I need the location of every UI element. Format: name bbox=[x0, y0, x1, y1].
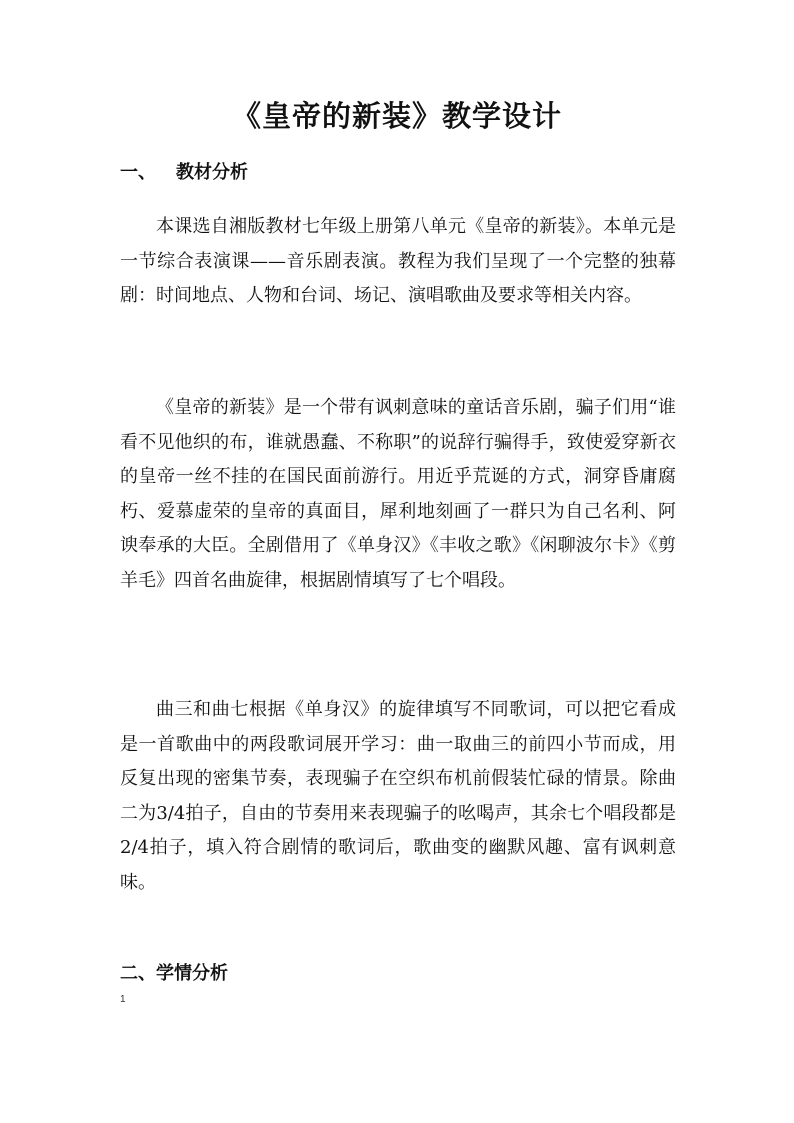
section-heading-learner-analysis: 二、学情分析 bbox=[120, 963, 228, 984]
paragraph-3: 曲三和曲七根据《单身汉》的旋律填写不同歌词，可以把它看成是一首歌曲中的两段歌词展开学习：曲一取曲三的前四小节而成，用反复出现的密集节奏，表现骗子在空织布机前假装忙碌的情景。除曲二为3/4拍子，自由的节奏用来表现骗子的吆喝声，其余七个唱段都是2/4拍子，填入符合剧情的歌词后，歌曲变的幽默风趣、富有讽刺意味。 bbox=[120, 699, 676, 893]
section-heading-textbook-analysis bbox=[120, 160, 248, 186]
page-number: 1 bbox=[120, 994, 126, 1005]
section-number: 一、 bbox=[120, 162, 156, 183]
document-title: 《皇帝的新装》教学设计 bbox=[231, 99, 562, 133]
section-title: 教材分析 bbox=[176, 162, 248, 183]
paragraph-2: 《皇帝的新装》是一个带有讽刺意味的童话音乐剧，骗子们用“谁看不见他织的布，谁就愚蠢、不称职”的说辞行骗得手，致使爱穿新衣的皇帝一丝不挂的在国民面前游行。用近乎荒诞的方式，洞穿昏庸腐朽、爱慕虚荣的皇帝的真面目，犀利地刻画了一群只为自己名利、阿谀奉承的大臣。全剧借用了《单身汉》《丰收之歌》《闲聊波尔卡》《剪羊毛》四首名曲旋律，根据剧情填写了七个唱段。 bbox=[120, 397, 676, 591]
paragraph-1: 本课选自湘版教材七年级上册第八单元《皇帝的新装》。本单元是一节综合表演课——音乐剧表演。教程为我们呈现了一个完整的独幕剧：时间地点、人物和台词、场记、演唱歌曲及要求等相关内容。 bbox=[120, 216, 676, 307]
